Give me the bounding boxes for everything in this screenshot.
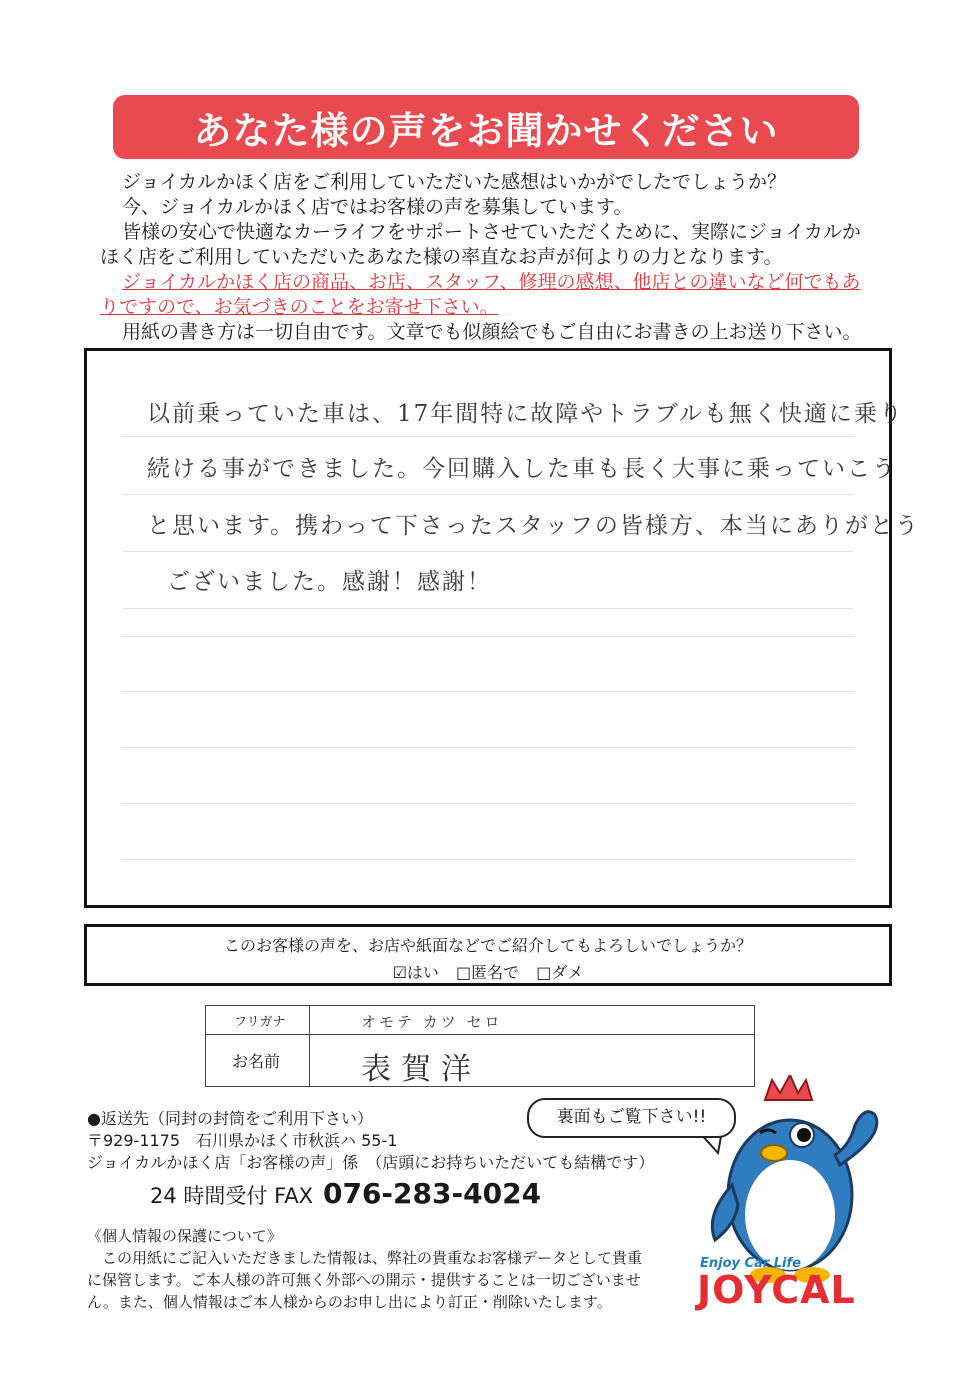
page-title: あなた様の声をお聞かせください — [193, 108, 779, 153]
intro-red-line-2: りですので、お気づきのことをお寄せ下さい。 — [100, 296, 499, 318]
ruled-line — [122, 551, 854, 552]
fax-label: 24 時間受付 FAX — [150, 1184, 313, 1208]
option-yes[interactable]: ☑はい — [392, 963, 439, 982]
option-anonymous[interactable]: □匿名で — [456, 963, 520, 982]
comment-line-3: と思います。携わって下さったスタッフの皆様方、本当にありがとう — [147, 513, 920, 539]
checkbox-icon: □ — [536, 963, 552, 982]
name-form — [205, 1005, 755, 1087]
checkbox-icon: □ — [456, 963, 472, 982]
consent-box — [84, 924, 892, 986]
comment-line-1: 以前乗っていた車は、17年間特に故障やトラブルも無く快適に乗り — [147, 401, 904, 427]
comment-line-2: 続ける事ができました。今回購入した車も長く大事に乗っていこう — [147, 456, 897, 482]
name-label: お名前 — [232, 1052, 281, 1071]
ruled-line — [122, 747, 854, 748]
intro-text — [100, 170, 890, 345]
consent-question: このお客様の声を、お店や紙面などでご紹介してもよろしいでしょうか？ — [223, 936, 752, 955]
form-divider — [309, 1006, 310, 1086]
privacy-notice — [87, 1225, 687, 1313]
privacy-line-1: この用紙にご記入いただきました情報は、弊社の貴重なお客様データとして貴重 — [87, 1249, 643, 1267]
privacy-title: 《個人情報の保護について》 — [87, 1227, 282, 1245]
comment-line-4: ございました。感謝！感謝！ — [167, 569, 492, 595]
consent-options — [87, 960, 889, 983]
intro-line-2: 今、ジョイカルかほく店ではお客様の声を募集しています。 — [122, 196, 633, 218]
intro-line-1: ジョイカルかほく店をご利用していただいた感想はいかがでしたでしょうか？ — [122, 171, 787, 193]
logo-tagline: Enjoy Car Life — [700, 1256, 801, 1271]
fax-number: 076-283-4024 — [322, 1177, 542, 1210]
furigana-label: フリガナ — [234, 1015, 286, 1030]
furigana-field[interactable]: オモテ カツ セロ — [361, 1013, 503, 1031]
ruled-line — [122, 859, 854, 860]
ruled-line — [122, 608, 854, 609]
intro-line-3: 皆様の安心で快適なカーライフをサポートさせていただくために、実際にジョイカルか — [122, 221, 861, 243]
intro-line-5: 用紙の書き方は一切自由です。文章でも似顔絵でもご自由にお書きの上お送り下さい。 — [122, 321, 862, 343]
ruled-line — [122, 436, 854, 437]
speech-bubble: 裏面もご覧下さい!! — [527, 1098, 736, 1138]
comment-box — [84, 348, 920, 908]
ruled-line — [122, 803, 854, 804]
ruled-line — [122, 691, 854, 692]
intro-red-line-1: ジョイカルかほく店の商品、お店、スタッフ、修理の感想、他店との違いなど何でもあ — [122, 271, 861, 293]
privacy-line-2: に保管します。ご本人様の許可無く外部への開示・提供することは一切ございませ — [87, 1271, 641, 1289]
name-field[interactable]: 表賀洋 — [361, 1052, 481, 1087]
joycal-logo: JOYCAL — [697, 1268, 856, 1312]
address-heading: ●返送先（同封の封筒をご利用下さい） — [87, 1109, 373, 1128]
checked-box-icon: ☑ — [392, 963, 407, 982]
fax-info — [150, 1177, 541, 1210]
address-recipient: ジョイカルかほく店「お客様の声」係 （店頭にお持ちいただいても結構です） — [87, 1153, 655, 1172]
header-banner — [113, 95, 859, 159]
option-no[interactable]: □ダメ — [536, 963, 584, 982]
address-postal: 〒929-1175 石川県かほく市秋浜ハ 55-1 — [87, 1131, 398, 1150]
ruled-line — [122, 494, 854, 495]
intro-line-4: ほく店をご利用していただいたあなた様の率直なお声が何よりの力となります。 — [100, 246, 783, 268]
ruled-line — [122, 636, 854, 637]
privacy-line-3: ん。また、個人情報はご本人様からのお申し出により訂正・削除いたします。 — [87, 1293, 612, 1311]
